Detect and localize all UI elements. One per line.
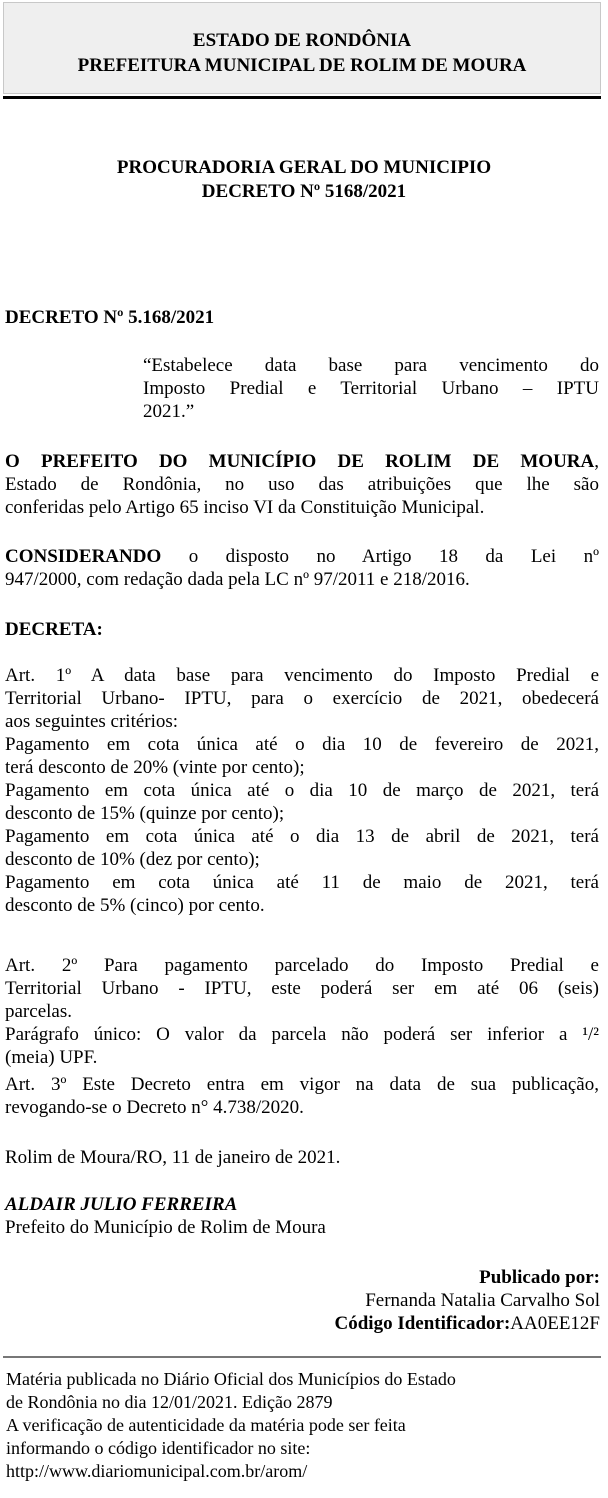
signature-block — [5, 1193, 599, 1239]
article-3 — [5, 1073, 599, 1119]
article-1-line: Art. 1º A data base para vencimento do Imposto Predial e — [5, 665, 599, 686]
document-header — [3, 2, 601, 94]
footer-divider — [3, 1356, 601, 1358]
preamble-authority: O PREFEITO DO MUNICÍPIO DE ROLIM DE MOURA — [5, 451, 595, 472]
header-divider — [3, 96, 601, 99]
identifier-code: AA0EE12F — [510, 1313, 600, 1334]
preamble-line: Estado de Rondônia, no uso das atribuições que lhe são — [5, 474, 599, 495]
summary-line: “Estabelece data base para vencimento do — [143, 355, 599, 376]
publication-info — [335, 1266, 600, 1335]
article-1-line: Territorial Urbano- IPTU, para o exercício de 2021, obedecerá — [5, 688, 599, 709]
preamble-line: conferidas pelo Artigo 65 inciso VI da Constituição Municipal. — [5, 497, 485, 518]
preamble-line — [5, 450, 599, 473]
article-2-paragraph — [5, 1023, 599, 1046]
footer-line: A verificação de autenticidade da matéria pode ser feita — [6, 1415, 406, 1435]
article-1-line: terá desconto de 20% (vinte por cento); — [5, 757, 305, 778]
decreta-heading: DECRETA: — [5, 619, 103, 640]
article-1-line: Pagamento em cota única até o dia 10 de março de 2021, terá — [5, 780, 599, 801]
title-decree: DECRETO Nº 5168/2021 — [201, 181, 407, 202]
article-2-line: parcelas. — [5, 1001, 72, 1022]
document-title — [0, 156, 608, 204]
decree-number: DECRETO Nº 5.168/2021 — [5, 307, 215, 328]
header-state: ESTADO DE RONDÔNIA — [192, 30, 412, 51]
decree-summary — [143, 354, 599, 423]
paragraph-text: Parágrafo único: O valor da parcela não poderá ser inferior a — [5, 1024, 583, 1045]
article-2-paragraph-line: (meia) UPF. — [5, 1047, 98, 1068]
article-3-line: revogando-se o Decreto n° 4.738/2020. — [5, 1097, 304, 1118]
published-by-label: Publicado por: — [479, 1267, 600, 1288]
footer-line: informando o código identificador no site: — [6, 1438, 311, 1458]
article-2 — [5, 954, 599, 1069]
considerando-line: 947/2000, com redação dada pela LC nº 97/2011 e 218/2016. — [5, 569, 470, 590]
article-1-line: desconto de 10% (dez por cento); — [5, 849, 260, 870]
considerando-text: o disposto no Artigo 18 da Lei nº — [161, 546, 599, 567]
article-1-line: desconto de 5% (cinco) por cento. — [5, 895, 265, 916]
article-2-line: Art. 2º Para pagamento parcelado do Imposto Predial e — [5, 955, 599, 976]
identifier-line — [335, 1312, 600, 1335]
signatory-role: Prefeito do Município de Rolim de Moura — [5, 1217, 326, 1238]
article-2-line: Territorial Urbano - IPTU, este poderá ser em até 06 (seis) — [5, 978, 599, 999]
identifier-label: Código Identificador: — [334, 1313, 511, 1334]
preamble-comma: , — [594, 451, 599, 472]
place-date: Rolim de Moura/RO, 11 de janeiro de 2021. — [5, 1147, 341, 1168]
considerando-label: CONSIDERANDO — [5, 546, 162, 567]
header-municipality: PREFEITURA MUNICIPAL DE ROLIM DE MOURA — [77, 55, 527, 76]
article-1-line: desconto de 15% (quinze por cento); — [5, 803, 285, 824]
article-1-line: Pagamento em cota única até 11 de maio de 2021, terá — [5, 872, 599, 893]
fraction-half: ¹/² — [582, 1024, 599, 1045]
footer-line: Matéria publicada no Diário Oficial dos Municípios do Estado — [6, 1369, 456, 1389]
considerando — [5, 545, 599, 591]
footer-line: de Rondônia no dia 12/01/2021. Edição 2879 — [6, 1392, 333, 1412]
considerando-line — [5, 545, 599, 568]
publisher-name: Fernanda Natalia Carvalho Sol — [365, 1290, 600, 1311]
article-3-line: Art. 3º Este Decreto entra em vigor na data de sua publicação, — [5, 1074, 599, 1095]
signatory-name: ALDAIR JULIO FERREIRA — [5, 1194, 238, 1215]
title-office: PROCURADORIA GERAL DO MUNICIPIO — [116, 157, 492, 178]
article-1-line: Pagamento em cota única até o dia 10 de fevereiro de 2021, — [5, 734, 599, 755]
footer-url-link[interactable]: http://www.diariomunicipal.com.br/arom/ — [6, 1461, 308, 1481]
preamble — [5, 450, 599, 519]
article-1-line: Pagamento em cota única até o dia 13 de abril de 2021, terá — [5, 826, 599, 847]
article-1 — [5, 664, 599, 917]
summary-line: 2021.” — [143, 401, 195, 422]
publication-footer — [6, 1368, 600, 1483]
summary-line: Imposto Predial e Territorial Urbano – IPTU — [143, 378, 599, 399]
article-1-line: aos seguintes critérios: — [5, 711, 179, 732]
